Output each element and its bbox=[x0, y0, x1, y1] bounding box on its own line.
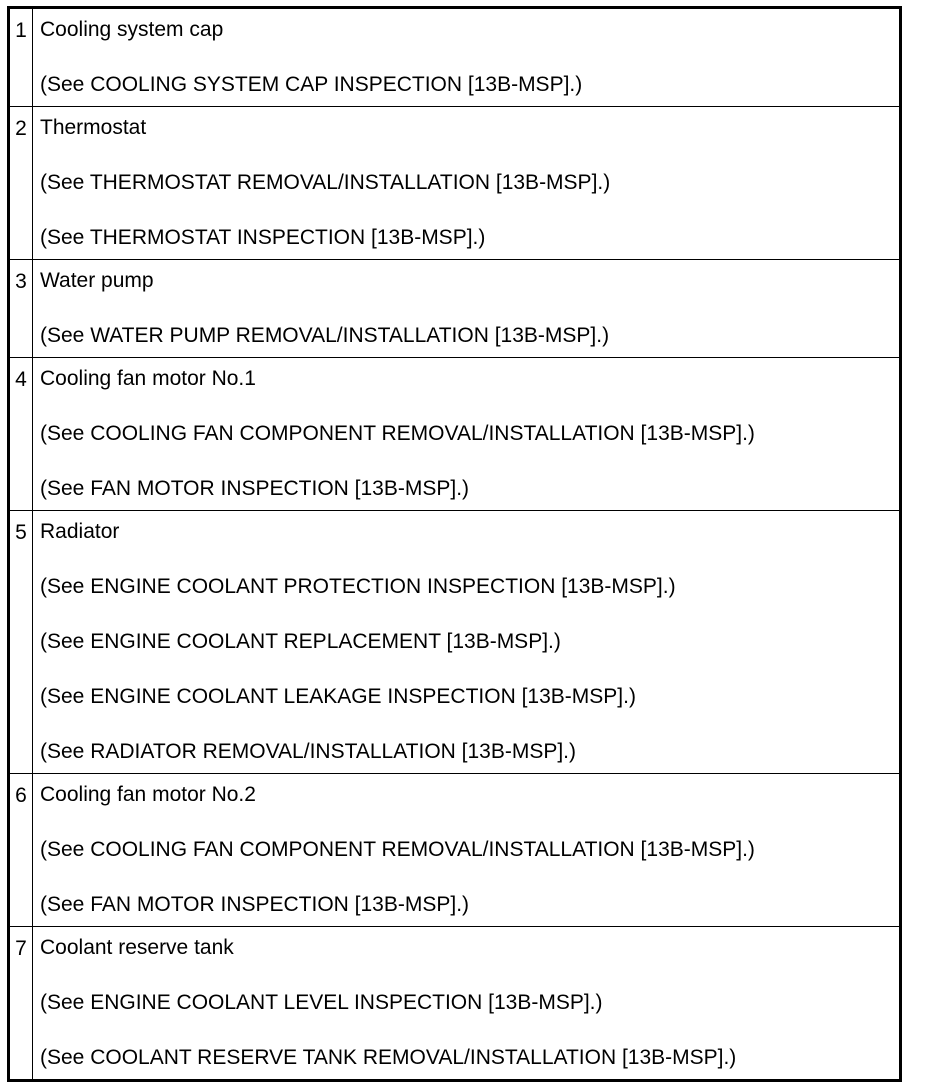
table-row bbox=[9, 260, 901, 358]
component-cell bbox=[33, 107, 901, 260]
table-row bbox=[9, 107, 901, 260]
reference-link[interactable]: (See ENGINE COOLANT LEVEL INSPECTION [13B-MSP].) bbox=[40, 991, 603, 1014]
reference-link[interactable]: (See THERMOSTAT REMOVAL/INSTALLATION [13B-MSP].) bbox=[40, 171, 611, 194]
table-row bbox=[9, 511, 901, 774]
reference-link[interactable]: (See COOLING SYSTEM CAP INSPECTION [13B-MSP].) bbox=[40, 73, 583, 96]
component-cell bbox=[33, 8, 901, 107]
reference-link[interactable]: (See COOLING FAN COMPONENT REMOVAL/INSTALLATION [13B-MSP].) bbox=[40, 422, 755, 445]
reference-link[interactable]: (See FAN MOTOR INSPECTION [13B-MSP].) bbox=[40, 893, 470, 916]
component-cell bbox=[33, 260, 901, 358]
component-name: Cooling system cap bbox=[40, 18, 224, 41]
reference-link[interactable]: (See COOLANT RESERVE TANK REMOVAL/INSTALLATION [13B-MSP].) bbox=[40, 1046, 737, 1069]
cooling-system-component-table bbox=[7, 6, 902, 1082]
table-row bbox=[9, 8, 901, 107]
reference-link[interactable]: (See WATER PUMP REMOVAL/INSTALLATION [13B-MSP].) bbox=[40, 324, 610, 347]
reference-link[interactable]: (See RADIATOR REMOVAL/INSTALLATION [13B-MSP].) bbox=[40, 740, 577, 763]
row-number: 6 bbox=[9, 774, 33, 927]
reference-link[interactable]: (See FAN MOTOR INSPECTION [13B-MSP].) bbox=[40, 477, 470, 500]
table-row bbox=[9, 358, 901, 511]
component-cell bbox=[33, 358, 901, 511]
row-number: 2 bbox=[9, 107, 33, 260]
component-name: Thermostat bbox=[40, 116, 147, 139]
component-name: Cooling fan motor No.1 bbox=[40, 367, 256, 390]
reference-link[interactable]: (See ENGINE COOLANT REPLACEMENT [13B-MSP].) bbox=[40, 630, 561, 653]
reference-link[interactable]: (See ENGINE COOLANT LEAKAGE INSPECTION [13B-MSP].) bbox=[40, 685, 636, 708]
row-number: 4 bbox=[9, 358, 33, 511]
component-cell bbox=[33, 927, 901, 1081]
row-number: 5 bbox=[9, 511, 33, 774]
reference-link[interactable]: (See ENGINE COOLANT PROTECTION INSPECTION [13B-MSP].) bbox=[40, 575, 676, 598]
component-cell bbox=[33, 511, 901, 774]
table-row bbox=[9, 927, 901, 1081]
component-cell bbox=[33, 774, 901, 927]
component-name: Water pump bbox=[40, 269, 154, 292]
component-name: Coolant reserve tank bbox=[40, 936, 234, 959]
row-number: 1 bbox=[9, 8, 33, 107]
component-name: Cooling fan motor No.2 bbox=[40, 783, 256, 806]
reference-link[interactable]: (See COOLING FAN COMPONENT REMOVAL/INSTALLATION [13B-MSP].) bbox=[40, 838, 755, 861]
table-row bbox=[9, 774, 901, 927]
reference-link[interactable]: (See THERMOSTAT INSPECTION [13B-MSP].) bbox=[40, 226, 486, 249]
component-name: Radiator bbox=[40, 520, 120, 543]
row-number: 7 bbox=[9, 927, 33, 1081]
row-number: 3 bbox=[9, 260, 33, 358]
